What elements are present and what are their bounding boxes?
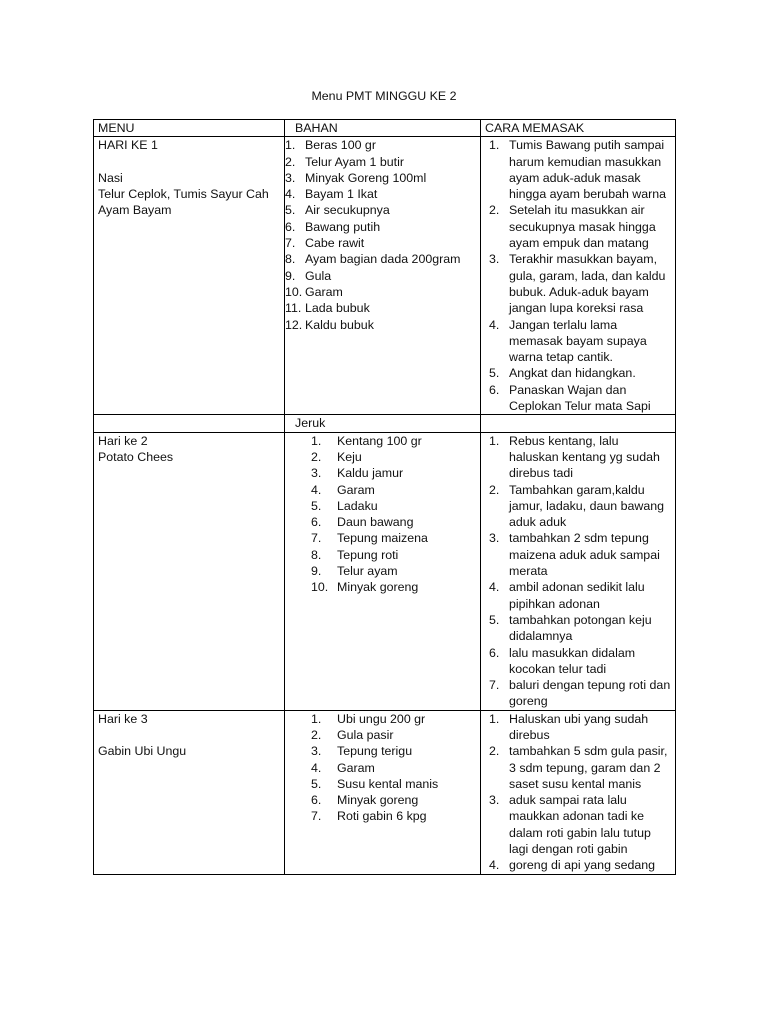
step-number: 4. xyxy=(489,317,500,332)
steps-list xyxy=(485,137,671,414)
list-item xyxy=(289,563,476,579)
menu-cell: Hari ke 3 Gabin Ubi Ungu xyxy=(94,710,285,874)
step-number: 5. xyxy=(489,366,500,381)
list-number: 6. xyxy=(311,793,322,808)
list-item xyxy=(285,251,476,267)
step-text: tambahkan 5 sdm gula pasir, 3 sdm tepung, garam dan 2 saset susu kental manis xyxy=(509,744,668,791)
list-item xyxy=(289,498,476,514)
list-item xyxy=(285,170,476,186)
header-menu: MENU xyxy=(94,120,285,137)
list-item xyxy=(485,857,671,873)
step-text: Setelah itu masukkan air secukupnya masak hingga ayam empuk dan matang xyxy=(509,203,656,251)
list-item xyxy=(289,433,476,449)
table-header-row xyxy=(94,120,676,137)
list-item xyxy=(285,284,476,300)
list-number: 3. xyxy=(311,466,322,481)
ingredient-text: Gula xyxy=(305,268,332,283)
list-item xyxy=(485,530,671,579)
list-number: 11. xyxy=(285,301,302,316)
list-item xyxy=(289,776,476,792)
ingredient-text: Minyak goreng xyxy=(337,793,419,808)
header-cara-memasak: CARA MEMASAK xyxy=(481,120,676,137)
list-number: 6. xyxy=(285,219,296,234)
ingredients-cell xyxy=(285,137,481,415)
list-item xyxy=(285,154,476,170)
ingredient-text: Beras 100 gr xyxy=(305,138,376,153)
list-item xyxy=(289,808,476,824)
list-item xyxy=(485,743,671,792)
step-text: Haluskan ubi yang sudah direbus xyxy=(509,711,649,742)
step-number: 1. xyxy=(489,433,500,448)
list-item xyxy=(285,317,476,333)
list-number: 9. xyxy=(311,564,322,579)
ingredient-text: Minyak goreng xyxy=(337,580,419,595)
list-item xyxy=(485,433,671,482)
list-number: 1. xyxy=(285,138,296,153)
step-text: goreng di api yang sedang xyxy=(509,858,656,873)
list-number: 5. xyxy=(311,498,322,513)
table-row xyxy=(94,415,676,432)
list-number: 8. xyxy=(311,547,322,562)
ingredient-text: Air secukupnya xyxy=(305,203,390,218)
step-text: Rebus kentang, lalu haluskan kentang yg sudah direbus tadi xyxy=(509,433,660,481)
ingredients-cell xyxy=(285,710,481,874)
step-number: 2. xyxy=(489,744,500,759)
step-text: Terakhir masukkan bayam, gula, garam, lada, dan kaldu bubuk. Aduk-aduk bayam jangan lupa koreksi rasa xyxy=(509,252,666,316)
table-row xyxy=(94,137,676,415)
step-text: ambil adonan sedikit lalu pipihkan adonan xyxy=(509,580,645,611)
ingredient-text: Keju xyxy=(337,449,362,464)
ingredient-text: Roti gabin 6 kpg xyxy=(337,809,427,824)
ingredient-text: Susu kental manis xyxy=(337,776,439,791)
steps-list xyxy=(485,711,671,874)
ingredient-text: Garam xyxy=(305,284,343,299)
step-number: 2. xyxy=(489,203,500,218)
list-item xyxy=(485,317,671,366)
ingredient-text: Telur Ayam 1 butir xyxy=(305,154,404,169)
step-number: 4. xyxy=(489,858,500,873)
list-number: 6. xyxy=(311,515,322,530)
list-number: 10. xyxy=(311,580,329,595)
ingredient-text: Daun bawang xyxy=(337,515,414,530)
ingredient-list xyxy=(285,137,476,333)
step-number: 3. xyxy=(489,252,500,267)
list-number: 1. xyxy=(311,711,322,726)
list-number: 7. xyxy=(311,809,322,824)
header-bahan: BAHAN xyxy=(285,120,481,137)
steps-list xyxy=(485,433,671,710)
step-number: 6. xyxy=(489,382,500,397)
list-item xyxy=(285,300,476,316)
list-item xyxy=(289,743,476,759)
step-number: 6. xyxy=(489,645,500,660)
list-number: 2. xyxy=(311,727,322,742)
step-text: tambahkan 2 sdm tepung maizena aduk aduk sampai merata xyxy=(509,531,660,579)
step-text: Tambahkan garam,kaldu jamur, ladaku, daun bawang aduk aduk xyxy=(509,482,664,530)
menu-table xyxy=(93,119,676,875)
empty-cell xyxy=(481,415,676,432)
list-item xyxy=(289,711,476,727)
list-item xyxy=(285,235,476,251)
step-text: Jangan terlalu lama memasak bayam supaya warna tetap cantik. xyxy=(509,317,647,365)
step-text: lalu masukkan didalam kocokan telur tadi xyxy=(509,645,636,676)
list-item xyxy=(485,382,671,415)
list-number: 2. xyxy=(285,154,296,169)
list-number: 5. xyxy=(285,203,296,218)
list-item xyxy=(285,268,476,284)
ingredient-text: Tepung roti xyxy=(337,547,399,562)
steps-cell xyxy=(481,710,676,874)
list-item xyxy=(485,251,671,316)
step-number: 7. xyxy=(489,678,500,693)
list-item xyxy=(485,645,671,678)
ingredients-cell xyxy=(285,432,481,710)
list-item xyxy=(485,711,671,744)
ingredient-text: Garam xyxy=(337,482,375,497)
list-item xyxy=(485,677,671,710)
step-number: 2. xyxy=(489,482,500,497)
extra-ingredient-cell: Jeruk xyxy=(285,415,481,432)
list-item xyxy=(285,186,476,202)
list-number: 4. xyxy=(285,187,296,202)
step-text: tambahkan potongan keju didalamnya xyxy=(509,612,652,644)
ingredient-list xyxy=(289,433,476,596)
list-item xyxy=(289,530,476,546)
ingredient-text: Gula pasir xyxy=(337,727,394,742)
list-item xyxy=(285,202,476,218)
list-item xyxy=(485,137,671,202)
step-number: 1. xyxy=(489,711,500,726)
step-text: aduk sampai rata lalu maukkan adonan tadi ke dalam roti gabin lalu tutup lagi dengan roti gabin xyxy=(509,793,651,857)
list-item xyxy=(289,792,476,808)
ingredient-text: Bayam 1 Ikat xyxy=(305,187,378,202)
step-text: baluri dengan tepung roti dan goreng xyxy=(509,678,671,709)
list-number: 9. xyxy=(285,268,296,283)
ingredient-text: Ladaku xyxy=(337,498,378,513)
ingredient-list xyxy=(289,711,476,825)
list-number: 10. xyxy=(285,284,303,299)
page-title: Menu PMT MINGGU KE 2 xyxy=(311,89,457,103)
list-item xyxy=(289,760,476,776)
ingredient-text: Cabe rawit xyxy=(305,236,365,251)
step-text: Panaskan Wajan dan Ceplokan Telur mata Sapi xyxy=(509,382,651,414)
list-number: 4. xyxy=(311,760,322,775)
list-item xyxy=(289,727,476,743)
list-number: 5. xyxy=(311,776,322,791)
list-item xyxy=(485,612,671,645)
step-number: 5. xyxy=(489,612,500,627)
list-number: 4. xyxy=(311,482,322,497)
ingredient-text: Tepung terigu xyxy=(337,744,413,759)
list-item xyxy=(485,202,671,251)
empty-cell xyxy=(94,415,285,432)
step-text: Angkat dan hidangkan. xyxy=(509,366,636,381)
step-number: 3. xyxy=(489,531,500,546)
step-number: 4. xyxy=(489,580,500,595)
menu-cell: Hari ke 2 Potato Chees xyxy=(94,432,285,710)
list-item xyxy=(289,547,476,563)
ingredient-text: Garam xyxy=(337,760,375,775)
list-number: 3. xyxy=(311,744,322,759)
step-number: 3. xyxy=(489,793,500,808)
list-item xyxy=(485,792,671,857)
ingredient-text: Tepung maizena xyxy=(337,531,428,546)
list-number: 12. xyxy=(285,317,303,332)
ingredient-text: Kentang 100 gr xyxy=(337,433,422,448)
list-item xyxy=(289,482,476,498)
menu-cell: HARI KE 1 Nasi Telur Ceplok, Tumis Sayur Cah Ayam Bayam xyxy=(94,137,285,415)
list-item xyxy=(285,219,476,235)
ingredient-text: Kaldu jamur xyxy=(337,466,404,481)
list-item xyxy=(485,365,671,381)
step-text: Tumis Bawang putih sampai harum kemudian masukkan ayam aduk-aduk masak hingga ayam berubah warna xyxy=(509,138,667,202)
ingredient-text: Telur ayam xyxy=(337,564,398,579)
ingredient-text: Kaldu bubuk xyxy=(305,317,374,332)
list-item xyxy=(285,137,476,153)
list-item xyxy=(485,482,671,531)
ingredient-text: Bawang putih xyxy=(305,219,381,234)
list-number: 3. xyxy=(285,170,296,185)
list-number: 1. xyxy=(311,433,322,448)
list-item xyxy=(289,579,476,595)
list-item xyxy=(289,514,476,530)
list-number: 2. xyxy=(311,449,322,464)
steps-cell xyxy=(481,137,676,415)
ingredient-text: Ayam bagian dada 200gram xyxy=(305,252,461,267)
table-row xyxy=(94,710,676,874)
list-number: 7. xyxy=(311,531,322,546)
list-item xyxy=(289,465,476,481)
list-item xyxy=(485,579,671,612)
ingredient-text: Minyak Goreng 100ml xyxy=(305,170,427,185)
steps-cell xyxy=(481,432,676,710)
table-row xyxy=(94,432,676,710)
list-item xyxy=(289,449,476,465)
list-number: 7. xyxy=(285,236,296,251)
step-number: 1. xyxy=(489,138,500,153)
ingredient-text: Ubi ungu 200 gr xyxy=(337,711,426,726)
ingredient-text: Lada bubuk xyxy=(305,301,370,316)
list-number: 8. xyxy=(285,252,296,267)
